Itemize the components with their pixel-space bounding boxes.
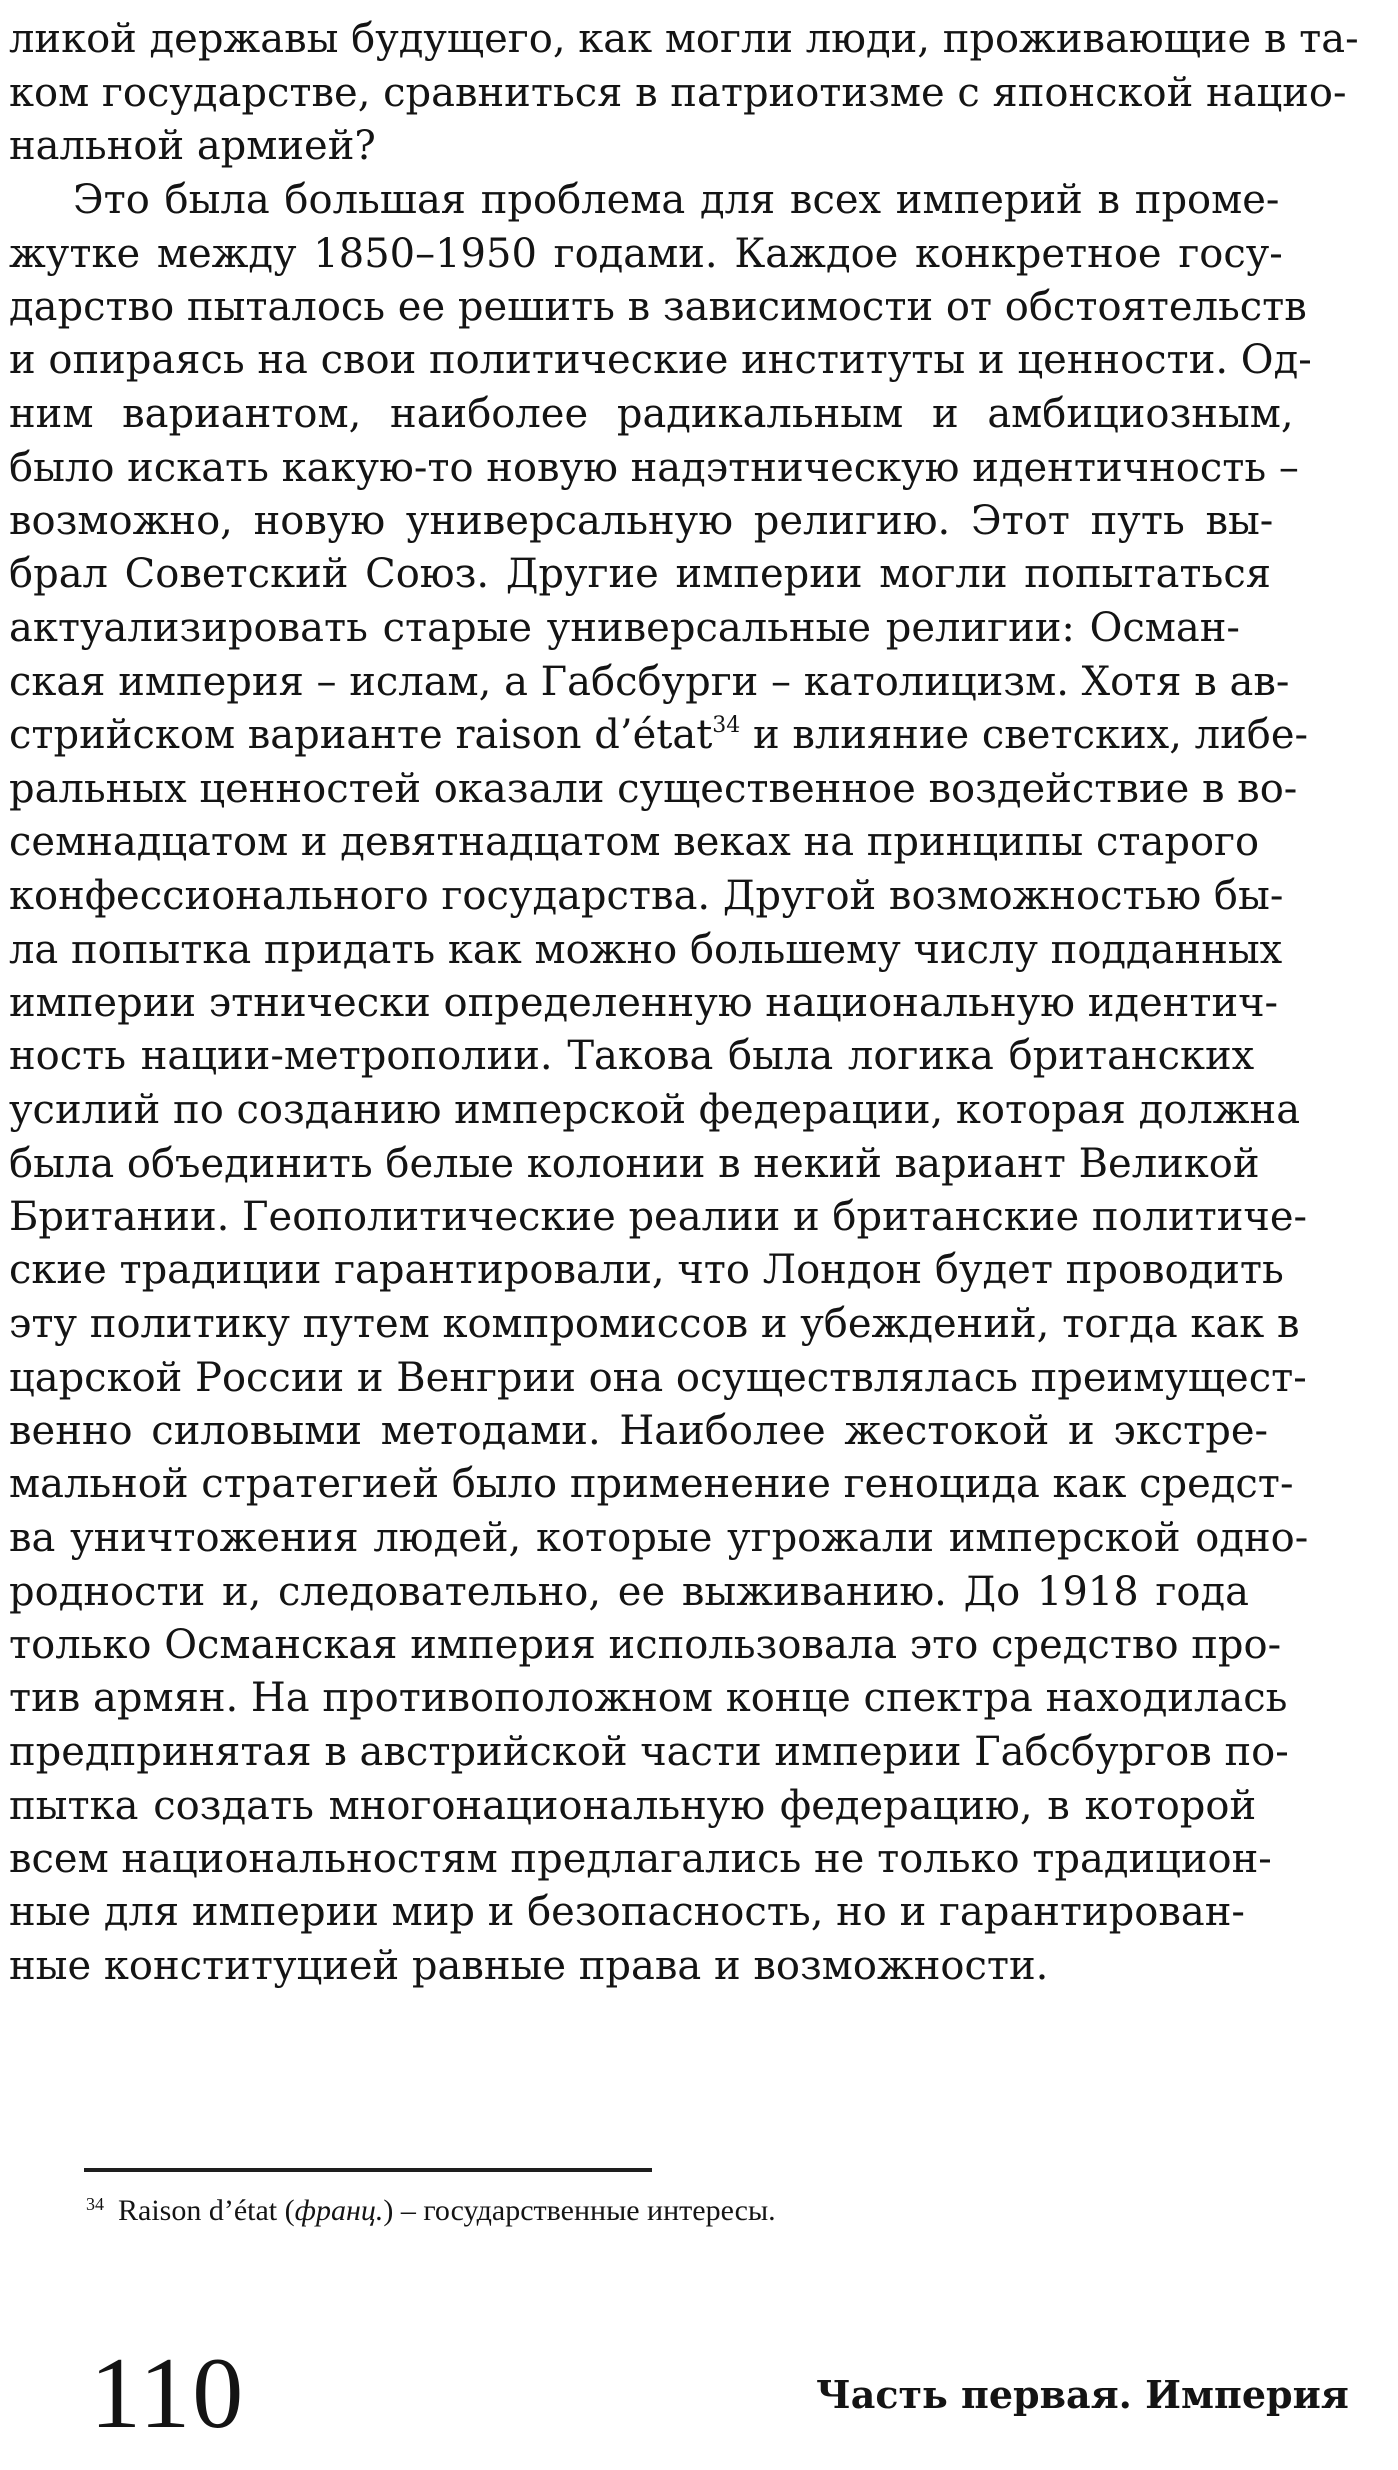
text-line: ком государстве, сравниться в патриотизме с японской нацио- xyxy=(9,70,1347,116)
text-line: родности и, следовательно, ее выживанию. До 1918 года xyxy=(9,1569,1249,1615)
page-number: 110 xyxy=(90,2337,246,2450)
text-line: брал Советский Союз. Другие империи могли попытаться xyxy=(9,551,1271,597)
text-line: ность нации-метрополии. Такова была логика британских xyxy=(9,1033,1255,1079)
text-line: и опираясь на свои политические институты и ценности. Од- xyxy=(9,337,1312,383)
footnote-term: Raison d’état xyxy=(118,2194,278,2227)
text-line-tail: и влияние светских, либе- xyxy=(740,712,1308,758)
text-line: тив армян. На противоположном конце спектра находилась xyxy=(9,1675,1288,1721)
text-line: жутке между 1850–1950 годами. Каждое конкретное госу- xyxy=(9,231,1283,277)
text-line: была объединить белые колонии в некий вариант Великой xyxy=(9,1141,1260,1187)
text-line: возможно, новую универсальную религию. Этот путь вы- xyxy=(9,498,1274,544)
footnote-definition: ) – государственные интересы. xyxy=(383,2194,776,2227)
text-line: всем национальностям предлагались не только традицион- xyxy=(9,1836,1272,1882)
text-line: мальной стратегией было применение геноцида как средст- xyxy=(9,1461,1294,1507)
text-line: актуализировать старые универсальные религии: Осман- xyxy=(9,605,1240,651)
text-line: нальной армией? xyxy=(9,123,376,169)
text-line: пытка создать многонациональную федерацию, в которой xyxy=(9,1783,1257,1829)
text-line: ные конституцией равные права и возможности. xyxy=(9,1943,1049,1989)
footnote-mark: 34 xyxy=(86,2194,104,2214)
text-line: конфессионального государства. Другой возможностью бы- xyxy=(9,873,1284,919)
text-line: империи этнически определенную национальную идентич- xyxy=(9,980,1279,1026)
text-line: ные для империи мир и безопасность, но и гарантирован- xyxy=(9,1889,1245,1935)
text-line: ральных ценностей оказали существенное воздействие в во- xyxy=(9,766,1298,812)
text-line: дарство пыталось ее решить в зависимости от обстоятельств xyxy=(9,284,1307,330)
footnote-34 xyxy=(86,2192,776,2233)
text-line: царской России и Венгрии она осуществлялась преимущест- xyxy=(9,1355,1307,1401)
text-line: эту политику путем компромиссов и убеждений, тогда как в xyxy=(9,1301,1300,1347)
text-line: ним вариантом, наиболее радикальным и амбициозным, xyxy=(9,391,1294,437)
footnote-divider xyxy=(84,2168,652,2172)
text-line: усилий по созданию имперской федерации, которая должна xyxy=(9,1087,1301,1133)
text-line: только Османская империя использовала это средство про- xyxy=(9,1622,1282,1668)
footnote-paren: ( xyxy=(277,2194,295,2227)
text-line: ликой державы будущего, как могли люди, проживающие в та- xyxy=(9,16,1359,62)
text-line: ская империя – ислам, а Габсбурги – католицизм. Хотя в ав- xyxy=(9,659,1290,705)
text-line-head: стрийском варианте raison d’état xyxy=(9,712,713,758)
text-line: Британии. Геополитические реалии и британские политиче- xyxy=(9,1194,1308,1240)
text-line: предпринятая в австрийской части империи Габсбургов по- xyxy=(9,1729,1289,1775)
text-line: ла попытка придать как можно большему числу подданных xyxy=(9,927,1283,973)
text-line: семнадцатом и девятнадцатом веках на принципы старого xyxy=(9,819,1260,865)
text-line: ва уничтожения людей, которые угрожали имперской одно- xyxy=(9,1515,1309,1561)
text-line xyxy=(9,710,1308,760)
running-head: Часть первая. Империя xyxy=(816,2372,1349,2417)
text-line: Это была большая проблема для всех империй в проме- xyxy=(73,177,1280,223)
text-line: было искать какую-то новую надэтническую идентичность – xyxy=(9,445,1299,491)
text-line: ские традиции гарантировали, что Лондон будет проводить xyxy=(9,1247,1284,1293)
text-line: венно силовыми методами. Наиболее жестокой и экстре- xyxy=(9,1408,1269,1454)
footnote-language: франц. xyxy=(294,2194,384,2227)
footnote-ref-34[interactable]: 34 xyxy=(712,713,741,738)
